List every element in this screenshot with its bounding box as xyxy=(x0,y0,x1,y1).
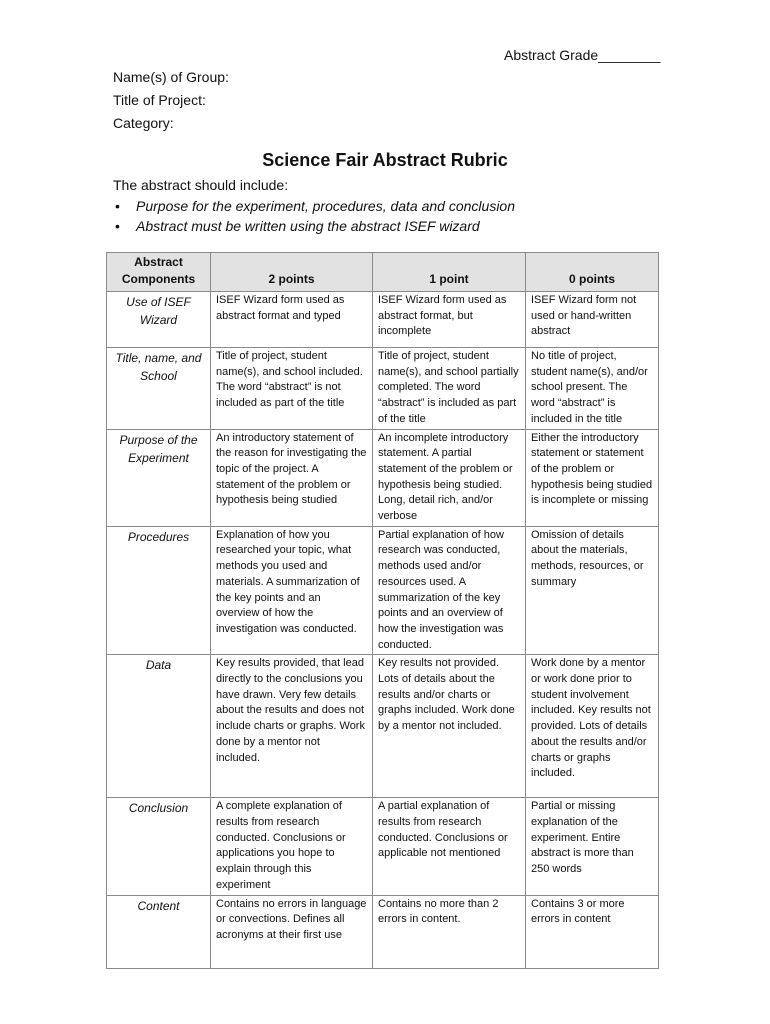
table-row xyxy=(107,798,659,895)
list-item: • Purpose for the experiment, procedures, data and conclusion xyxy=(113,196,515,216)
cell-1-point: ISEF Wizard form used as abstract format, but incomplete xyxy=(373,292,526,348)
header-1-point: 1 point xyxy=(373,253,526,292)
cell-2-points: An introductory statement of the reason for investigating the topic of the project. A statement of the problem or hypothesis being studied xyxy=(211,429,373,526)
cell-0-points: Work done by a mentor or work done prior to student involvement included. Key results not provided. Lots of details about the results and/or charts or graphs included. xyxy=(526,655,659,798)
row-component: Conclusion xyxy=(107,798,211,895)
cell-0-points: Either the introductory statement or statement of the problem or hypothesis being studied is incomplete or missing xyxy=(526,429,659,526)
cell-1-point: A partial explanation of results from research conducted. Conclusions or applicable not mentioned xyxy=(373,798,526,895)
cell-0-points: ISEF Wizard form not used or hand-written abstract xyxy=(526,292,659,348)
names-label: Name(s) of Group: xyxy=(113,69,229,85)
cell-2-points: Contains no errors in language or convections. Defines all acronyms at their first use xyxy=(211,895,373,968)
table-row xyxy=(107,655,659,798)
row-component: Procedures xyxy=(107,526,211,655)
table-header-row xyxy=(107,253,659,292)
header-0-points: 0 points xyxy=(526,253,659,292)
title-label: Title of Project: xyxy=(113,92,206,108)
header-2-points: 2 points xyxy=(211,253,373,292)
list-item: • Abstract must be written using the abstract ISEF wizard xyxy=(113,216,515,236)
cell-1-point: Key results not provided. Lots of details about the results and/or charts or graphs included. Work done by a mentor not included. xyxy=(373,655,526,798)
cell-2-points: Title of project, student name(s), and school included. The word “abstract” is not included as part of the title xyxy=(211,348,373,430)
cell-1-point: An incomplete introductory statement. A partial statement of the problem or hypothesis being studied. Long, detail rich, and/or verbose xyxy=(373,429,526,526)
row-component: Purpose of the Experiment xyxy=(107,429,211,526)
cell-2-points: Key results provided, that lead directly to the conclusions you have drawn. Very few details about the results and does not include charts or graphs. Work done by a mentor not included. xyxy=(211,655,373,798)
row-component: Use of ISEF Wizard xyxy=(107,292,211,348)
requirements-list xyxy=(113,196,515,236)
cell-0-points: No title of project, student name(s), and/or school present. The word “abstract” is included in the title xyxy=(526,348,659,430)
project-info xyxy=(113,66,229,135)
table-row xyxy=(107,292,659,348)
row-component: Content xyxy=(107,895,211,968)
table-row xyxy=(107,526,659,655)
page-title: Science Fair Abstract Rubric xyxy=(262,150,508,170)
rubric-table xyxy=(106,252,659,969)
cell-1-point: Title of project, student name(s), and school partially completed. The word “abstract” is included as part of the title xyxy=(373,348,526,430)
cell-1-point: Contains no more than 2 errors in content. xyxy=(373,895,526,968)
cell-1-point: Partial explanation of how research was conducted, methods used and/or resources used. A summarization of the key points and an overview of how the investigation was conducted. xyxy=(373,526,526,655)
cell-0-points: Contains 3 or more errors in content xyxy=(526,895,659,968)
cell-2-points: A complete explanation of results from research conducted. Conclusions or applications you hope to explain through this experiment xyxy=(211,798,373,895)
cell-2-points: Explanation of how you researched your topic, what methods you used and materials. A summarization of the key points and an overview of how the investigation was conducted. xyxy=(211,526,373,655)
table-row xyxy=(107,429,659,526)
cell-0-points: Omission of details about the materials, methods, resources, or summary xyxy=(526,526,659,655)
row-component: Data xyxy=(107,655,211,798)
row-component: Title, name, and School xyxy=(107,348,211,430)
table-row xyxy=(107,895,659,968)
category-label: Category: xyxy=(113,115,174,131)
intro-text: The abstract should include: xyxy=(113,177,289,193)
cell-0-points: Partial or missing explanation of the experiment. Entire abstract is more than 250 words xyxy=(526,798,659,895)
table-row xyxy=(107,348,659,430)
abstract-grade: Abstract Grade________ xyxy=(504,47,661,63)
cell-2-points: ISEF Wizard form used as abstract format and typed xyxy=(211,292,373,348)
header-components: Abstract Components xyxy=(107,253,211,292)
